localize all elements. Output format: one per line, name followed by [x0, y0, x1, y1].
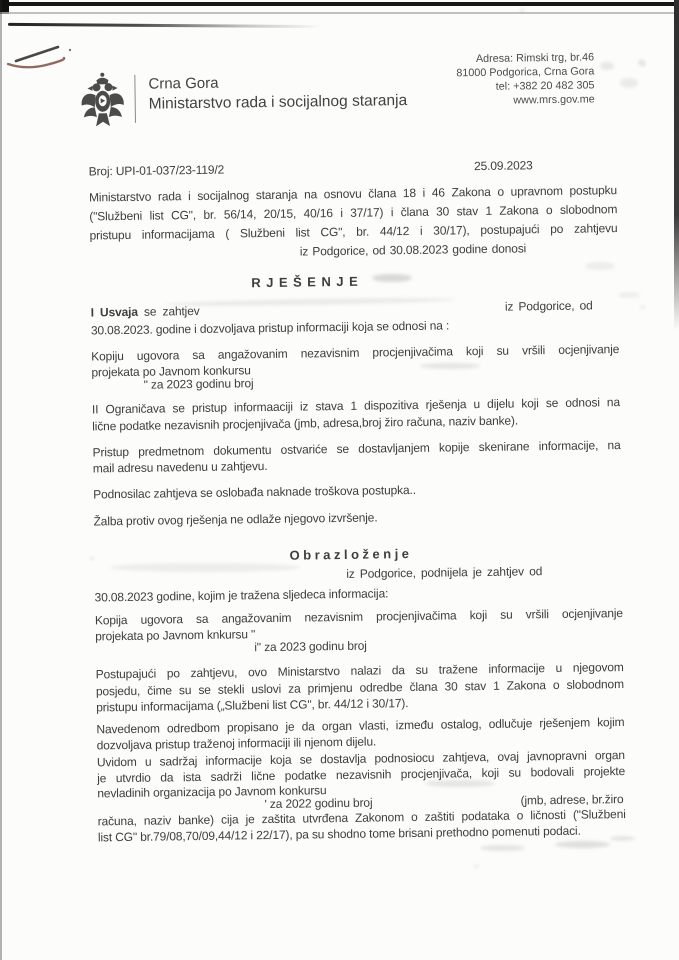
kopija-line: Kopija ugovora sa angažovanim nezavisnim procjenjivačima koji su vršili ocjenjivanje	[94, 606, 623, 628]
scan-smudge	[555, 841, 610, 848]
intro-line: pristupu informacijama ( Službeni list CG", br. 44/12 i 30/17), postupajući po zahtjevu	[89, 221, 618, 243]
postupajuci-line: Postupajući po zahtjevu, ovo Ministarstvo nalazi da su tražene informacije u njegovom	[95, 660, 624, 682]
postupajuci-line: pristupu informacijama („Službeni list CG", br. 44/12 i 30/17).	[96, 696, 409, 715]
uvidom-line: Uvidom u sadržaj informacije koja se dostavlja podnosiocu zahtjeva, ovaj javnopravni organ	[96, 748, 625, 770]
kopija-line: projekata po Javnom knkursu "	[95, 627, 256, 644]
scan-speck	[475, 865, 478, 868]
scan-smudge	[620, 78, 638, 88]
scan-smudge	[618, 292, 640, 298]
request-line-redacted: " za 2023 godinu broj	[143, 376, 254, 392]
scan-smudge	[372, 274, 412, 282]
restriction-line: lične podatke nezavisnih procjenjivača (jmb, adresa,broj žiro računa, naziv banke).	[92, 413, 519, 434]
redaction-ghost	[425, 780, 495, 787]
delivery-line: Pristup predmetnom dokumentu ostvariće se dostavljanjem kopije skenirane informacije, na	[92, 438, 621, 460]
address-line: tel: +382 20 482 305	[495, 79, 595, 93]
request-line: Kopiju ugovora sa angažovanim nezavisnim procjenjivačima koji su vršili ocjenjivanje	[91, 342, 620, 364]
navedenom-line: Navedenom odredbom propisano je da organ vlasti, između ostalog, odlučuje rješenjem kojim	[96, 715, 625, 737]
redaction-ghost	[110, 563, 300, 572]
address-line: Adresa: Rimski trg, br.46	[475, 51, 595, 66]
zahtjev-line: 30.08.2023 godine, kojim je tražena sljedeca informacija:	[94, 586, 389, 605]
intro-line-redacted-tail: iz Podgorice, od 30.08.2023 godine donosi	[299, 241, 527, 259]
scan-smudge	[600, 62, 614, 70]
delivery-line: mail adresu navedenu u zahtjevu.	[92, 459, 268, 476]
kopija-line-redacted: i" za 2023 godinu broj	[254, 638, 367, 655]
section-title-obrazlozenje: Obrazloženje	[289, 545, 413, 563]
request-line: projekata po Javnom konkursu	[91, 363, 251, 380]
section-title-rjesenje: RJEŠENJE	[251, 273, 364, 291]
usvaja-bold: I Usvaja	[90, 304, 138, 320]
usvaja-line: 30.08.2023. godine i dozvoljava pristup informaciji koja se odnosi na :	[90, 318, 450, 338]
scan-smudge	[610, 836, 635, 841]
website-link: www.mrs.gov.me	[513, 93, 595, 107]
intro-line: ("Službeni list CG", br. 56/14, 20/15, 40/16 i 37/17) i člana 30 stav 1 Zakona o slobodnom	[89, 202, 618, 224]
navedenom-line: dozvoljava pristup traženoj informaciji ili njenom dijelu.	[96, 734, 377, 753]
document-date: 25.09.2023	[473, 158, 533, 174]
uvidom-line: list CG" br.79/08,70/09,44/12 i 22/17), pa su shodno tome brisani prethodno pomenuti podaci.	[97, 823, 581, 845]
scan-speck	[520, 9, 524, 12]
uvidom-line-redacted: ' za 2022 godinu broj	[264, 795, 373, 812]
zahtjev-redacted-tail: iz Podgorice, podnijela je zahtjev od	[346, 564, 543, 581]
appeal-line: Žalba protiv ovog rješenja ne odlaže njegovo izvršenje.	[93, 510, 378, 529]
restriction-line: II Ograničava se pristup informaaciji iz stava 1 dispozitiva rješenja u dijelu koji se odnosi na	[91, 395, 621, 417]
address-line: 81000 Podgorica, Crna Gora	[456, 65, 595, 80]
intro-line: Ministarstvo rada i socijalnog staranja na osnovu člana 18 i 46 Zakona o upravnom postupku	[88, 183, 618, 205]
usvaja-lead: I Usvaja se zahtjev	[90, 303, 200, 320]
document-content	[86, 0, 627, 960]
redaction-ghost	[420, 363, 480, 369]
uvidom-line: računa, naziv banke) cija je zaštita utvrđena Zakonom o zaštiti podataka o ličnosti ("Službeni	[97, 807, 626, 829]
country-name: Crna Gora	[148, 74, 219, 93]
scan-smudge	[585, 262, 615, 270]
usvaja-redacted-tail: iz Podgorice, od	[504, 298, 593, 314]
uvidom-line: je utvrdio da ista sadrži lične podatke nezavisnih procjenjivača, koji su bodovali projekte	[97, 764, 626, 786]
postupajuci-line: posjedu, čime su se stekli uslovi za primjenu odredbe člana 30 stav 1 Zakona o slobodnom	[95, 677, 624, 699]
scan-speck	[90, 557, 94, 560]
scan-speck	[640, 305, 645, 309]
fees-line: Podnosilac zahtjeva se oslobađa naknade troškova postupka..	[93, 482, 416, 502]
ministry-name: Ministarstvo rada i socijalnog staranja	[148, 92, 408, 113]
scan-smudge	[480, 845, 525, 851]
uvidom-line: nevladinih organizacija po Javnom konkursu	[97, 783, 327, 801]
uvidom-line-tail: (jmb, adrese, br.žiro	[520, 792, 624, 808]
document-number: Broj: UPI-01-037/23-119/2	[88, 162, 225, 179]
